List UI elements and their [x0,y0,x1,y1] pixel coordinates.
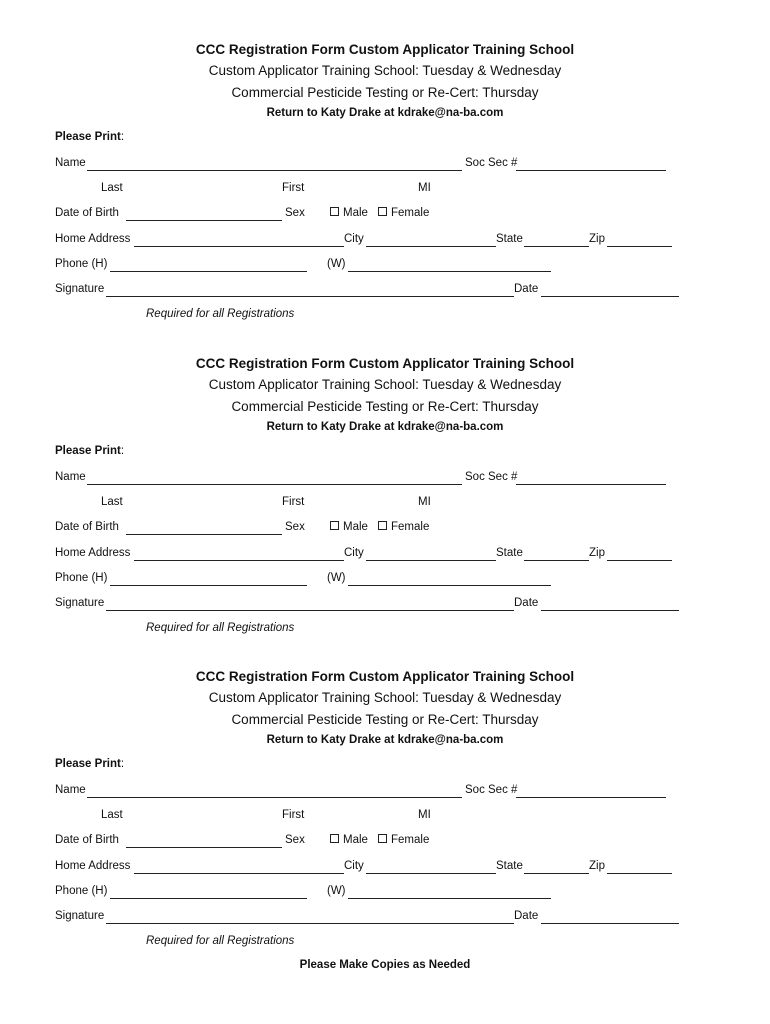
last-name-caption: Last [101,809,123,821]
name-field[interactable] [87,170,462,171]
dob-label: Date of Birth [55,207,119,219]
please-print-label: Please Print: [55,445,125,457]
home-address-field[interactable] [134,560,344,561]
phone-work-label: (W) [327,572,346,584]
state-label: State [496,860,523,872]
zip-label: Zip [589,233,605,245]
signature-label: Signature [55,910,105,922]
date-label: Date [514,283,539,295]
home-address-label: Home Address [55,547,131,559]
zip-label: Zip [589,860,605,872]
form-subtitle-testing: Commercial Pesticide Testing or Re-Cert: Thursday [231,712,539,727]
form-title: CCC Registration Form Custom Applicator Training School [195,42,575,57]
name-field[interactable] [87,797,462,798]
date-field[interactable] [541,610,679,611]
first-name-caption: First [282,496,305,508]
name-label: Name [55,157,86,169]
dob-label: Date of Birth [55,521,119,533]
sex-label: Sex [285,834,305,846]
zip-label: Zip [589,547,605,559]
sex-label: Sex [285,521,305,533]
female-checkbox[interactable] [378,207,387,216]
home-address-label: Home Address [55,233,131,245]
signature-field[interactable] [106,296,514,297]
female-option[interactable]: Female [378,834,429,846]
city-field[interactable] [366,560,496,561]
signature-field[interactable] [106,610,514,611]
registration-form [0,627,770,947]
soc-sec-label: Soc Sec # [465,157,518,169]
required-note: Required for all Registrations [146,935,295,947]
home-address-field[interactable] [134,246,344,247]
soc-sec-label: Soc Sec # [465,471,518,483]
female-checkbox[interactable] [378,834,387,843]
soc-sec-label: Soc Sec # [465,784,518,796]
form-subtitle-training: Custom Applicator Training School: Tuesday & Wednesday [208,63,562,78]
name-label: Name [55,784,86,796]
middle-initial-caption: MI [418,182,431,194]
state-field[interactable] [524,246,589,247]
form-subtitle-training: Custom Applicator Training School: Tuesday & Wednesday [208,690,562,705]
soc-sec-field[interactable] [516,170,666,171]
male-checkbox[interactable] [330,207,339,216]
phone-work-field[interactable] [348,898,551,899]
zip-field[interactable] [607,560,672,561]
return-to-note: Return to Katy Drake at kdrake@na-ba.com [266,734,504,746]
dob-label: Date of Birth [55,834,119,846]
first-name-caption: First [282,809,305,821]
name-label: Name [55,471,86,483]
phone-home-label: Phone (H) [55,258,108,270]
zip-field[interactable] [607,873,672,874]
soc-sec-field[interactable] [516,797,666,798]
female-option[interactable]: Female [378,521,429,533]
form-subtitle-testing: Commercial Pesticide Testing or Re-Cert: Thursday [231,399,539,414]
date-label: Date [514,910,539,922]
phone-work-field[interactable] [348,271,551,272]
phone-home-field[interactable] [110,585,307,586]
registration-form [0,0,770,320]
required-note: Required for all Registrations [146,308,295,320]
state-field[interactable] [524,873,589,874]
city-field[interactable] [366,246,496,247]
phone-home-label: Phone (H) [55,572,108,584]
city-label: City [344,860,364,872]
please-print-label: Please Print: [55,758,125,770]
phone-home-label: Phone (H) [55,885,108,897]
please-print-label: Please Print: [55,131,125,143]
middle-initial-caption: MI [418,809,431,821]
phone-home-field[interactable] [110,271,307,272]
female-checkbox[interactable] [378,521,387,530]
dob-field[interactable] [126,220,282,221]
dob-field[interactable] [126,534,282,535]
signature-label: Signature [55,283,105,295]
state-label: State [496,233,523,245]
form-subtitle-training: Custom Applicator Training School: Tuesday & Wednesday [208,377,562,392]
required-note: Required for all Registrations [146,622,295,634]
first-name-caption: First [282,182,305,194]
return-to-note: Return to Katy Drake at kdrake@na-ba.com [266,421,504,433]
home-address-field[interactable] [134,873,344,874]
middle-initial-caption: MI [418,496,431,508]
footer-note: Please Make Copies as Needed [299,959,471,971]
date-label: Date [514,597,539,609]
date-field[interactable] [541,923,679,924]
male-checkbox[interactable] [330,521,339,530]
last-name-caption: Last [101,496,123,508]
phone-work-label: (W) [327,885,346,897]
registration-form [0,314,770,634]
phone-work-field[interactable] [348,585,551,586]
dob-field[interactable] [126,847,282,848]
male-option[interactable]: Male [330,207,368,219]
soc-sec-field[interactable] [516,484,666,485]
zip-field[interactable] [607,246,672,247]
form-title: CCC Registration Form Custom Applicator Training School [195,356,575,371]
return-to-note: Return to Katy Drake at kdrake@na-ba.com [266,107,504,119]
date-field[interactable] [541,296,679,297]
form-subtitle-testing: Commercial Pesticide Testing or Re-Cert: Thursday [231,85,539,100]
home-address-label: Home Address [55,860,131,872]
city-label: City [344,233,364,245]
female-option[interactable]: Female [378,207,429,219]
city-field[interactable] [366,873,496,874]
state-field[interactable] [524,560,589,561]
phone-work-label: (W) [327,258,346,270]
last-name-caption: Last [101,182,123,194]
form-title: CCC Registration Form Custom Applicator Training School [195,669,575,684]
name-field[interactable] [87,484,462,485]
male-checkbox[interactable] [330,834,339,843]
city-label: City [344,547,364,559]
phone-home-field[interactable] [110,898,307,899]
sex-label: Sex [285,207,305,219]
signature-field[interactable] [106,923,514,924]
male-option[interactable]: Male [330,521,368,533]
signature-label: Signature [55,597,105,609]
male-option[interactable]: Male [330,834,368,846]
state-label: State [496,547,523,559]
